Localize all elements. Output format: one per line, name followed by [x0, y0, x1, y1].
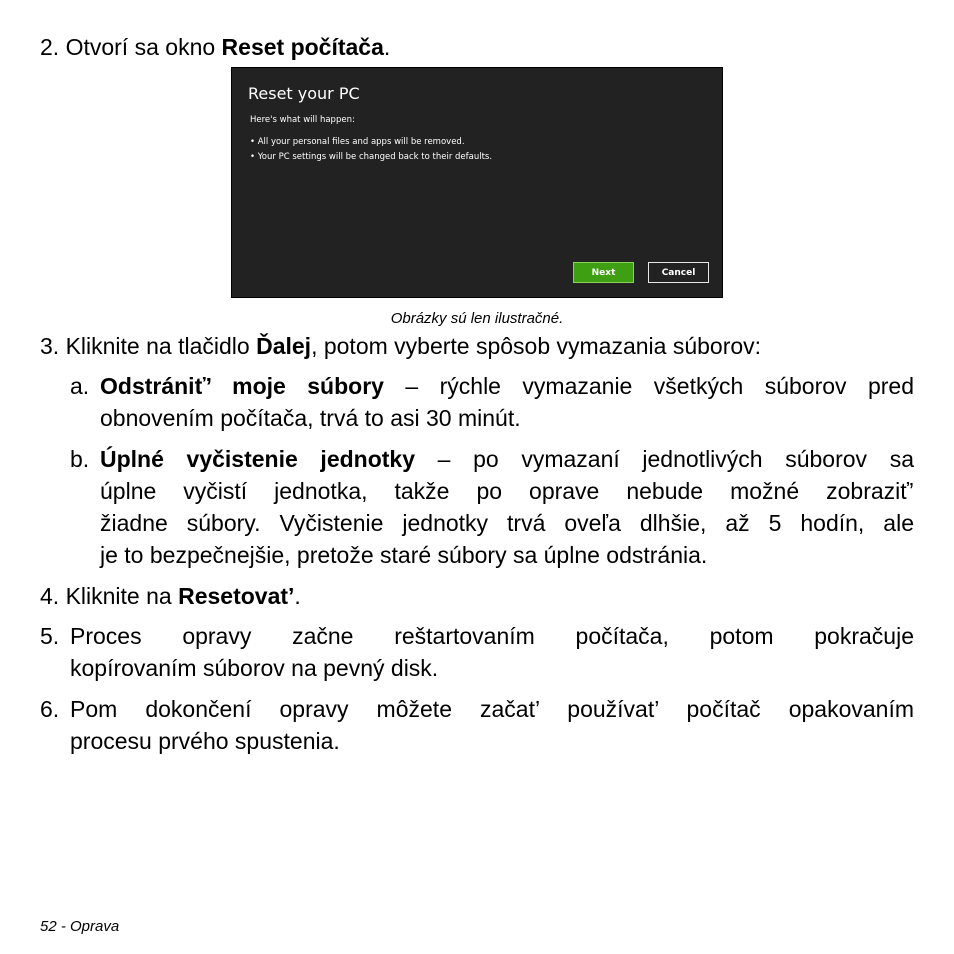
step-3b-text: – po vymazaní jednotlivých súborov sa	[415, 446, 914, 472]
step-5-line-1-text: Proces opravy začne reštartovaním počítača, potom pokračuje	[70, 623, 914, 649]
step-3	[40, 330, 761, 362]
next-button[interactable]: Next	[573, 262, 634, 283]
step-3-number: 3.	[40, 333, 60, 359]
step-3b-bold: Úplné vyčistenie jednotky	[100, 446, 415, 472]
step-5-line-2: kopírovaním súborov na pevný disk.	[70, 655, 439, 681]
step-2-number: 2.	[40, 34, 60, 60]
step-2	[40, 31, 390, 63]
reset-pc-bullet: • Your PC settings will be changed back to their defaults.	[250, 152, 493, 162]
step-6-line-1	[70, 693, 914, 725]
reset-pc-screenshot	[231, 67, 723, 298]
step-4-bold: Resetovat’	[178, 583, 295, 609]
step-3-text: Kliknite na tlačidlo	[65, 333, 257, 359]
step-3b-line-1	[100, 443, 914, 475]
step-4-post: .	[294, 583, 301, 609]
step-6-number: 6.	[40, 696, 60, 722]
step-3b-line-2	[100, 475, 914, 507]
step-4	[40, 580, 301, 612]
step-2-post: .	[383, 34, 391, 60]
step-6-line-1-text: Pom dokončení opravy môžete začat’ používat’ počítač opakovaním	[70, 696, 914, 722]
cancel-button[interactable]: Cancel	[648, 262, 709, 283]
step-3b-line-3	[100, 507, 914, 539]
step-3a-line-2: obnovením počítača, trvá to asi 30 minút.	[100, 405, 521, 431]
step-3b-line-2-text: úplne vyčistí jednotka, takže po oprave nebude možné zobraziť’	[100, 478, 914, 504]
step-6-line-2: procesu prvého spustenia.	[70, 728, 340, 754]
step-4-text: Kliknite na	[65, 583, 179, 609]
image-caption: Obrázky sú len ilustračné.	[390, 310, 564, 327]
step-5-line-1	[70, 620, 914, 652]
step-4-number: 4.	[40, 583, 60, 609]
step-3a-text: – rýchle vymazanie všetkých súborov pred	[383, 373, 914, 399]
step-3a-line-1	[100, 370, 914, 402]
step-3a-bold: Odstrániť’ moje súbory	[100, 373, 384, 399]
step-3b-line-4: je to bezpečnejšie, pretože staré súbory sa úplne odstránia.	[100, 542, 708, 568]
step-5-number: 5.	[40, 623, 60, 649]
page-footer: 52 - Oprava	[40, 918, 120, 935]
step-2-text: Otvorí sa okno	[65, 34, 222, 60]
reset-pc-subtitle: Here's what will happen:	[250, 115, 355, 125]
reset-pc-bullet: • All your personal files and apps will be removed.	[250, 137, 465, 147]
reset-pc-title: Reset your PC	[248, 84, 360, 103]
step-3b-line-3-text: žiadne súbory. Vyčistenie jednotky trvá oveľa dlhšie, až 5 hodín, ale	[100, 510, 914, 536]
step-3-bold: Ďalej	[256, 333, 312, 359]
step-3-post: , potom vyberte spôsob vymazania súborov:	[311, 333, 762, 359]
step-2-bold: Reset počítača	[221, 34, 384, 60]
step-3b-number: b.	[70, 446, 90, 472]
step-3a-number: a.	[70, 373, 90, 399]
